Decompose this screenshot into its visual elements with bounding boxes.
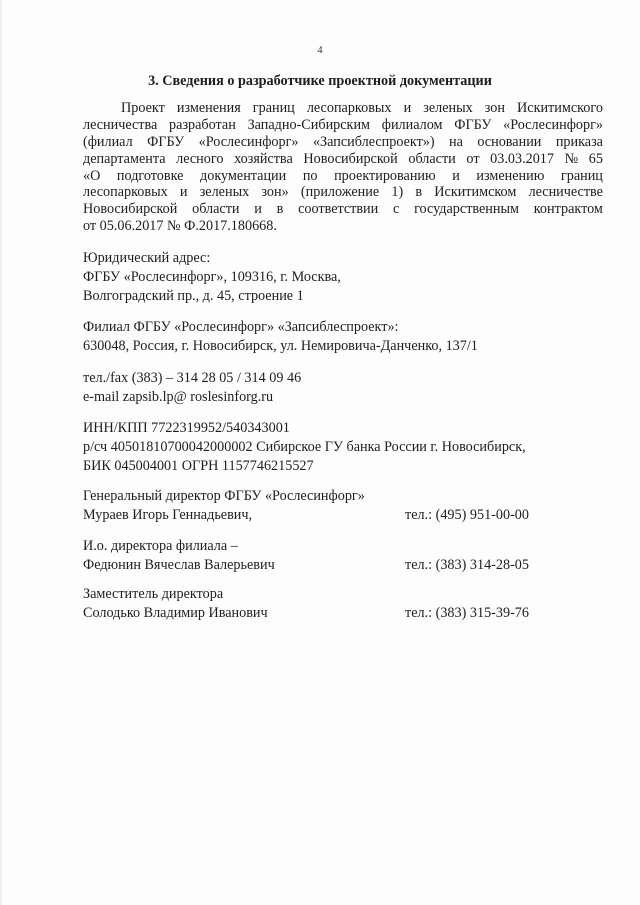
- paragraph-word: лесничестве: [528, 184, 603, 201]
- paragraph-word: изменению: [476, 167, 545, 184]
- paragraph-word: по: [302, 167, 318, 184]
- paragraph-word: области: [192, 201, 240, 218]
- official-name: Мураев Игорь Геннадьевич,: [83, 507, 253, 523]
- paragraph-word: контрактом: [533, 201, 603, 218]
- paragraph-word: и: [403, 100, 412, 116]
- paragraph-word: 03.03.2017: [490, 150, 554, 167]
- paragraph-word: области: [408, 150, 456, 167]
- paragraph-word: проектированию: [334, 167, 436, 184]
- paragraph-word: Западно-Сибирским: [247, 116, 371, 133]
- paragraph-word: 1): [391, 184, 404, 201]
- paragraph-word: приказа: [555, 133, 603, 150]
- paragraph-word: границ: [560, 167, 603, 184]
- official-title: Генеральный директор ФГБУ «Рослесинфорг»: [83, 488, 365, 504]
- paragraph-word: подготовке: [116, 167, 184, 184]
- legal-address-line: ФГБУ «Рослесинфорг», 109316, г. Москва,: [83, 269, 341, 285]
- paragraph-word: лесопарковых: [306, 100, 392, 116]
- paragraph-word: изменения: [176, 100, 241, 116]
- paragraph-word: государственным: [414, 201, 519, 218]
- page-number: 4: [317, 45, 323, 56]
- branch-name: Филиал ФГБУ «Рослесинфорг» «Запсиблеспроект»:: [83, 319, 399, 335]
- contacts-block: [83, 369, 583, 407]
- paragraph-word: 65: [588, 150, 603, 167]
- paragraph-word: разработан: [169, 116, 236, 133]
- official-phone: тел.: (495) 951-00-00: [405, 507, 529, 523]
- paragraph-word: документации: [200, 167, 287, 184]
- official-phone: тел.: (383) 315-39-76: [405, 605, 529, 621]
- paragraph-word: «Рослесинфорг»: [198, 133, 299, 150]
- paragraph-word: от: [466, 150, 480, 167]
- paragraph-word: соответствии: [298, 201, 379, 218]
- branch-address: 630048, Россия, г. Новосибирск, ул. Немировича-Данченко, 137/1: [83, 338, 478, 354]
- phone-fax: тел./fax (383) – 314 28 05 / 314 09 46: [83, 370, 302, 386]
- paragraph-word: Искитимского: [517, 100, 603, 116]
- paragraph-word: с: [393, 201, 400, 218]
- bik-ogrn: БИК 045004001 ОГРН 1157746215527: [83, 458, 314, 474]
- paragraph-word: департамента: [83, 150, 166, 167]
- paragraph-word: Искитимском: [434, 184, 517, 201]
- paragraph-word: Проект: [121, 100, 165, 116]
- official-title: Заместитель директора: [83, 586, 224, 602]
- paragraph-line: [83, 134, 603, 151]
- legal-address-label: Юридический адрес:: [83, 250, 211, 266]
- paragraph-word: на: [449, 133, 463, 150]
- section-heading: 3. Сведения о разработчике проектной документации: [148, 73, 492, 89]
- paragraph-line: [83, 201, 603, 218]
- legal-address-line: Волгоградский пр., д. 45, строение 1: [83, 288, 304, 304]
- legal-address-block: [83, 249, 583, 306]
- paragraph-word: и: [179, 184, 188, 201]
- paragraph-word: лесного: [176, 150, 224, 167]
- paragraph-word: лесничества: [83, 116, 158, 133]
- branch-block: [83, 318, 623, 356]
- paragraph-word: «О: [83, 167, 101, 184]
- bank-account: р/сч 40501810700042000002 Сибирское ГУ банка России г. Новосибирск,: [83, 439, 526, 455]
- paragraph-word: границ: [252, 100, 295, 116]
- paragraph-word: зон: [484, 100, 505, 116]
- paragraph-line: [83, 151, 603, 168]
- paragraph-line: [83, 168, 603, 185]
- official-block: [83, 537, 548, 575]
- paragraph-word: «Рослесинфорг»: [503, 116, 603, 133]
- requisites-block: [83, 419, 623, 476]
- paragraph-line: от 05.06.2017 № Ф.2017.180668.: [83, 218, 277, 235]
- paragraph-word: «Запсиблеспроект»): [312, 133, 435, 150]
- paragraph-word: Новосибирской: [303, 150, 398, 167]
- paragraph-word: зон»: [261, 184, 289, 201]
- paragraph-word: в: [276, 201, 284, 218]
- paragraph-line: [83, 184, 603, 201]
- official-title: И.о. директора филиала –: [83, 538, 238, 554]
- paragraph-word: (филиал: [83, 133, 133, 150]
- paragraph-word: хозяйства: [234, 150, 293, 167]
- scan-edge: [0, 0, 3, 905]
- official-name: Федюнин Вячеслав Валерьевич: [83, 557, 275, 573]
- paragraph-word: зеленых: [199, 184, 250, 201]
- paragraph-word: ФГБУ: [454, 116, 492, 133]
- paragraph-line: [83, 100, 603, 117]
- paragraph-word: ФГБУ: [147, 133, 185, 150]
- paragraph-word: и: [452, 167, 460, 184]
- paragraph-line: [83, 117, 603, 134]
- official-name: Солодько Владимир Иванович: [83, 605, 268, 621]
- inn-kpp: ИНН/КПП 7722319952/540343001: [83, 420, 290, 436]
- developer-paragraph: [83, 100, 603, 235]
- paragraph-word: основании: [477, 133, 542, 150]
- paragraph-word: и: [254, 201, 262, 218]
- official-phone: тел.: (383) 314-28-05: [405, 557, 529, 573]
- paragraph-word: №: [564, 150, 579, 167]
- paragraph-word: лесопарковых: [83, 184, 168, 201]
- paragraph-word: в: [415, 184, 423, 201]
- paragraph-word: филиалом: [381, 116, 443, 133]
- paragraph-word: Новосибирской: [83, 201, 178, 218]
- email-address: e-mail zapsib.lp@ roslesinforg.ru: [83, 389, 274, 405]
- official-block: [83, 487, 548, 525]
- paragraph-word: (приложение: [300, 184, 380, 201]
- official-block: [83, 585, 548, 623]
- paragraph-word: зеленых: [423, 100, 473, 116]
